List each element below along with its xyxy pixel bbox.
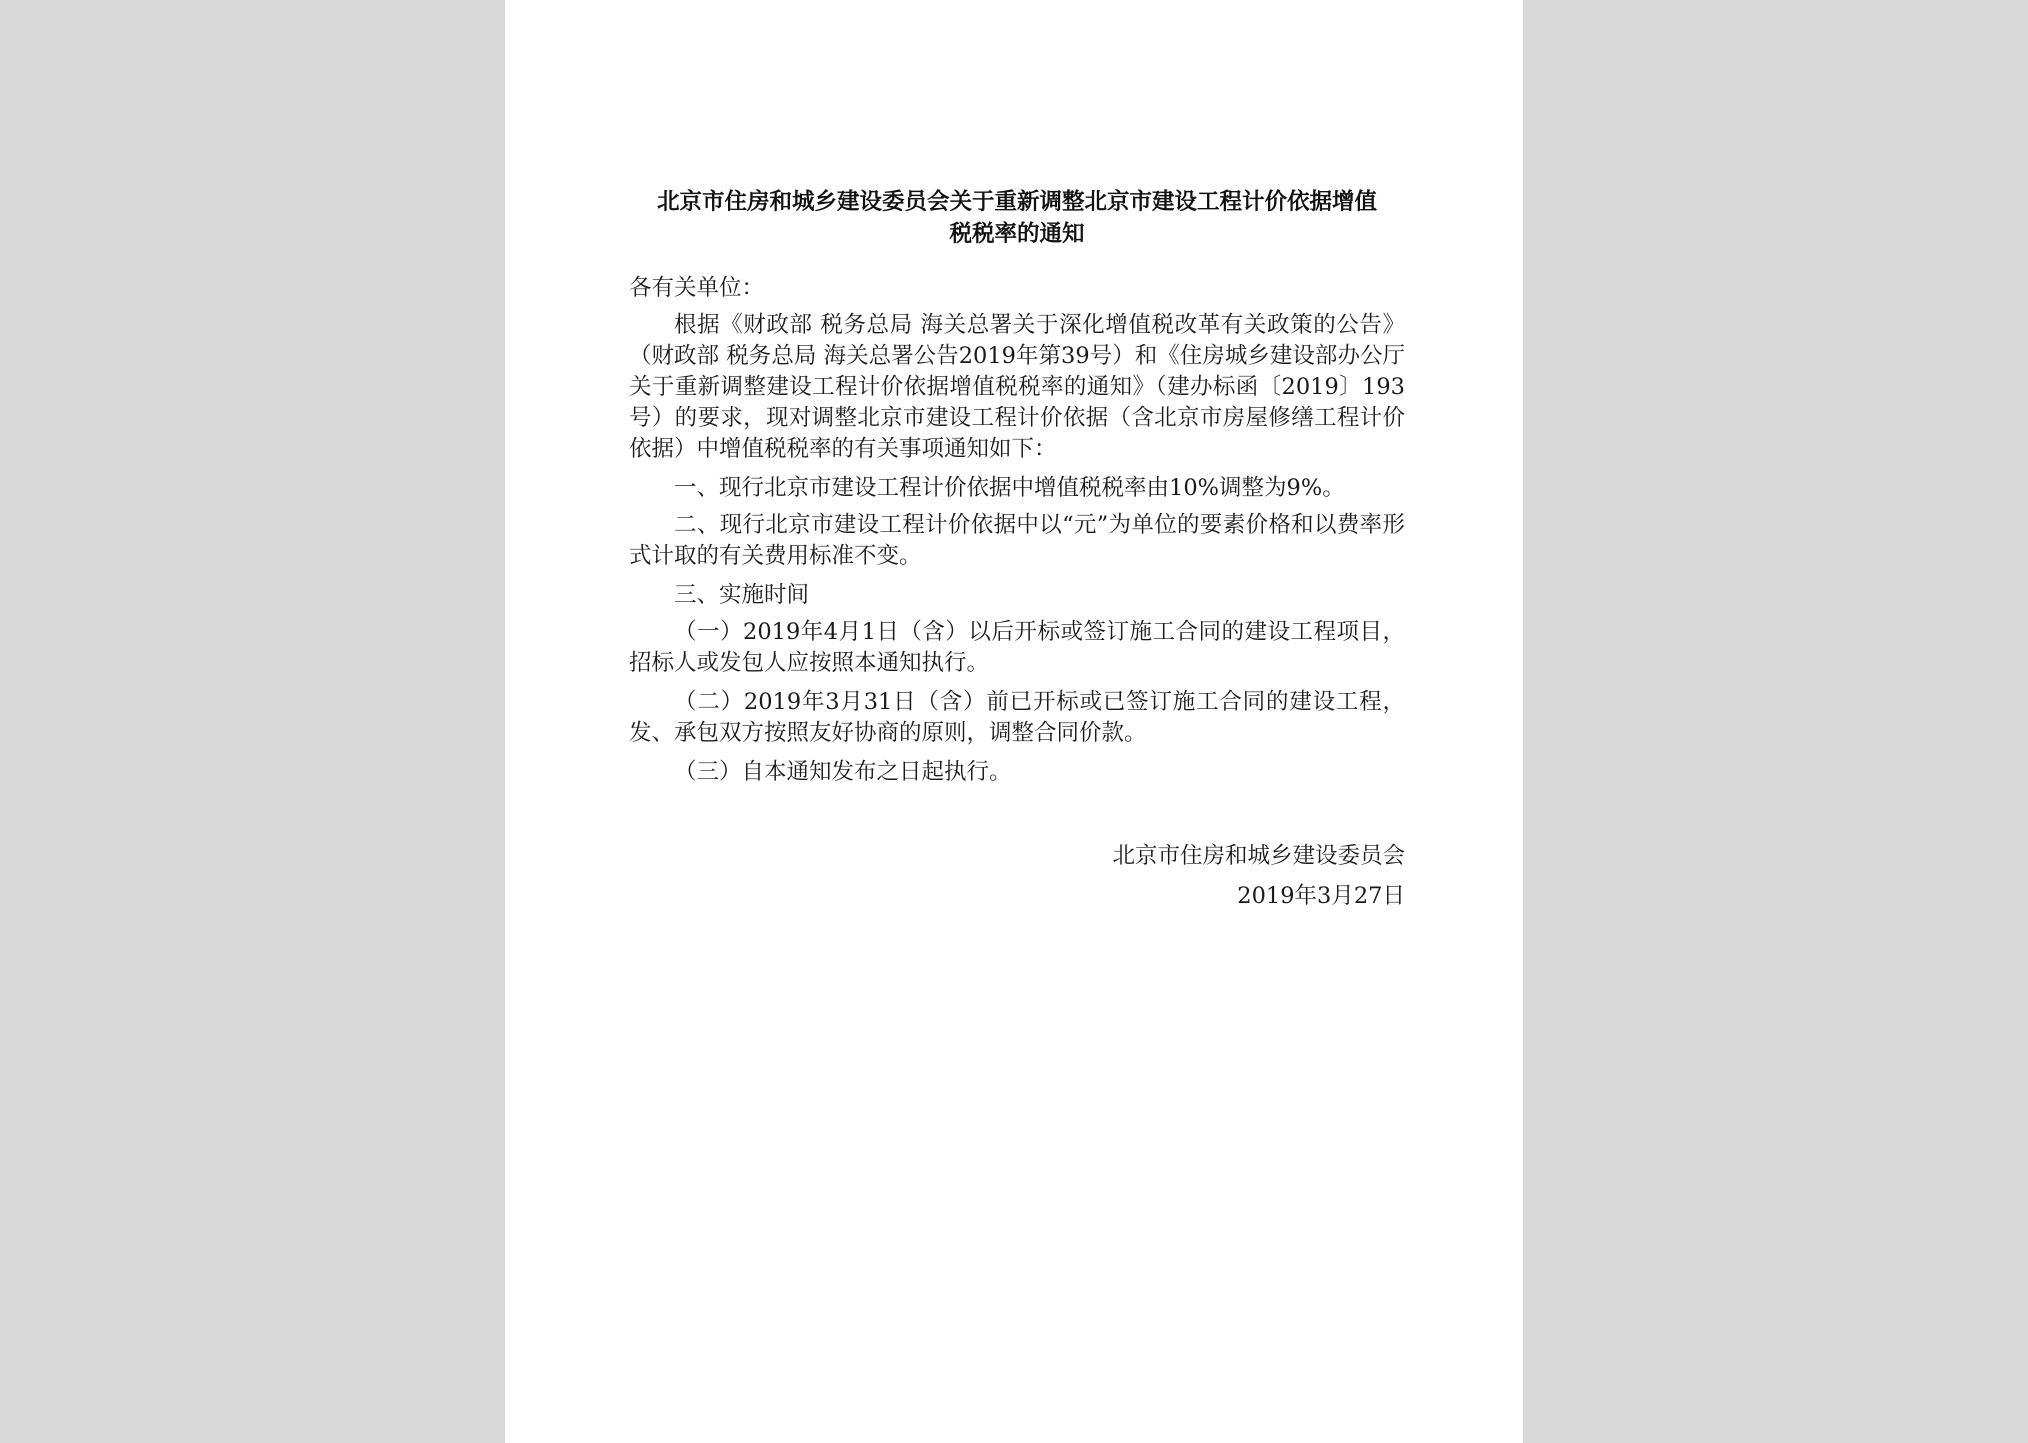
- paragraph-item-3-heading: 三、实施时间: [674, 582, 810, 608]
- document-title: [629, 186, 1405, 250]
- paragraph-subitem-1: （一）2019年4月1日（含）以后开标或签订施工合同的建设工程项目，招标人或发包人应按照本通知执行。: [629, 619, 1405, 676]
- document-content: [629, 186, 1405, 916]
- paragraph-intro: 根据《财政部 税务总局 海关总署关于深化增值税改革有关政策的公告》（财政部 税务总局 海关总署公告2019年第39号）和《住房城乡建设部办公厅关于重新调整建设工程计价依据增值税税率的通知》（建办标函〔2019〕193号）的要求，现对调整北京市建设工程计价依据（含北京市房屋修缮工程计价依据）中增值税税率的有关事项通知如下：: [629, 312, 1405, 462]
- paragraph-item-1: 一、现行北京市建设工程计价依据中增值税税率由10%调整为9%。: [674, 475, 1345, 501]
- issue-date: 2019年3月27日: [1237, 883, 1405, 909]
- paragraph-subitem-3: （三）自本通知发布之日起执行。: [674, 759, 1012, 785]
- document-page: [505, 0, 1523, 1443]
- issuer-name: 北京市住房和城乡建设委员会: [1112, 843, 1405, 869]
- title-line-1: 北京市住房和城乡建设委员会关于重新调整北京市建设工程计价依据增值: [656, 189, 1377, 215]
- signature-block: [629, 836, 1405, 916]
- paragraph-item-2: 二、现行北京市建设工程计价依据中以“元”为单位的要素价格和以费率形式计取的有关费用标准不变。: [629, 512, 1405, 569]
- salutation: 各有关单位：: [629, 275, 765, 301]
- paragraph-subitem-2: （二）2019年3月31日（含）前已开标或已签订施工合同的建设工程，发、承包双方按照友好协商的原则，调整合同价款。: [629, 689, 1405, 746]
- title-line-2: 税税率的通知: [949, 221, 1085, 247]
